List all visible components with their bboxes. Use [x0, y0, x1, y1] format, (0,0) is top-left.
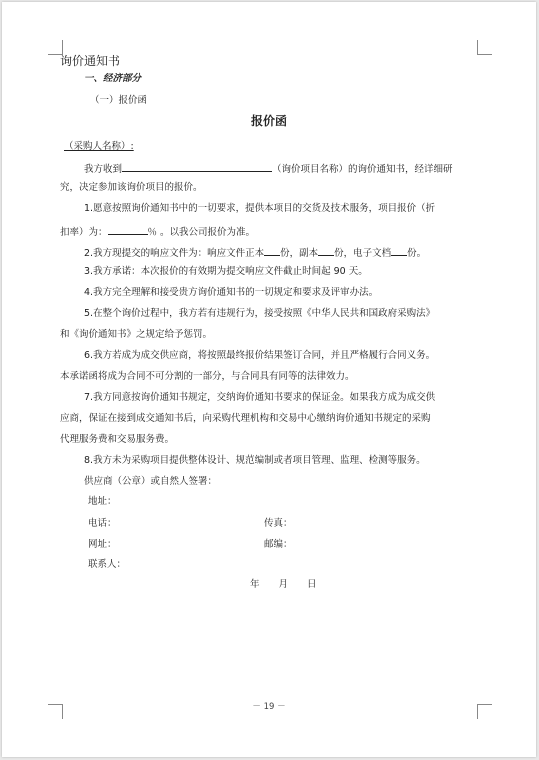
document-header-title: 询价通知书 [60, 54, 121, 68]
item-2-text-a: 2.我方现提交的响应文件为：响应文件正本 [84, 248, 265, 259]
project-name-blank [122, 161, 272, 172]
item-7-line-3: 代理服务费和交易服务费。 [60, 434, 175, 445]
item-7-line-2: 应商，保证在接到成交通知书后，向采购代理机构和交易中心缴纳询价通知书规定的采购 [60, 413, 431, 424]
quote-rate-blank [108, 224, 148, 235]
intro-line-1-end: （询价项目名称）的询价通知书，经详细研 [272, 164, 453, 175]
intro-line-1-start: 我方收到 [84, 164, 123, 175]
item-7-line-1: 7.我方同意按询价通知书规定，交纳询价通知书要求的保证金。如果我方成为成交供 [84, 392, 436, 403]
item-3: 3.我方承诺：本次报价的有效期为提交响应文件截止时间起 90 天。 [84, 266, 368, 277]
website-label: 网址： [88, 539, 117, 550]
item-5-line-1: 5.在整个询价过程中，我方若有违规行为，接受按照《中华人民共和国政府采购法》 [84, 308, 436, 319]
crop-mark-top-left [48, 40, 63, 55]
item-6-line-2: 本承诺函将成为合同不可分割的一部分，与合同具有同等的法律效力。 [60, 371, 355, 382]
postcode-label: 邮编： [264, 539, 293, 550]
item-1-line-1: 1.愿意按照询价通知书中的一切要求，提供本项目的交货及技术服务，项目报价（折 [84, 203, 436, 214]
fax-label: 传真： [264, 518, 293, 529]
item-1-line-2 [60, 224, 255, 239]
item-4: 4.我方完全理解和接受贵方询价通知书的一切规定和要求及评审办法。 [84, 287, 379, 298]
intro-line-2: 究，决定参加该询价项目的报价。 [60, 182, 203, 193]
item-2 [84, 245, 426, 260]
contact-label: 联系人： [88, 559, 127, 570]
item-6-line-1: 6.我方若成为成交供应商，将按照最终报价结果签订合同，并且严格履行合同义务。 [84, 350, 436, 361]
section-heading: 一、经济部分 [84, 73, 142, 84]
document-page [2, 2, 536, 757]
item-8: 8.我方未为采购项目提供整体设计、规范编制或者项目管理、监理、检测等服务。 [84, 455, 426, 466]
item-2-text-b: 份，副本 [280, 248, 319, 259]
letter-title: 报价函 [250, 114, 287, 128]
original-copies-blank [264, 245, 280, 256]
signature-label: 供应商（公章）或自然人签署： [84, 476, 218, 487]
crop-mark-top-right [477, 40, 492, 55]
item-2-text-d: 份。 [407, 248, 427, 259]
date-line: 年 月 日 [250, 579, 317, 590]
item-1-rate-suffix: ％ 。以我公司报价为准。 [147, 227, 256, 238]
phone-label: 电话： [88, 518, 117, 529]
purchaser-name-field: （采购人名称）: [64, 141, 134, 152]
page-number: － 19 － [252, 702, 286, 712]
electronic-copies-blank [391, 245, 407, 256]
item-1-rate-label: 扣率）为： [60, 227, 108, 238]
duplicate-copies-blank [318, 245, 334, 256]
address-label: 地址： [88, 496, 117, 507]
subsection-heading: （一）报价函 [90, 95, 148, 106]
item-2-text-c: 份，电子文档 [334, 248, 392, 259]
item-5-line-2: 和《询价通知书》之规定给予惩罚。 [60, 329, 213, 340]
intro-line-1 [84, 161, 453, 176]
